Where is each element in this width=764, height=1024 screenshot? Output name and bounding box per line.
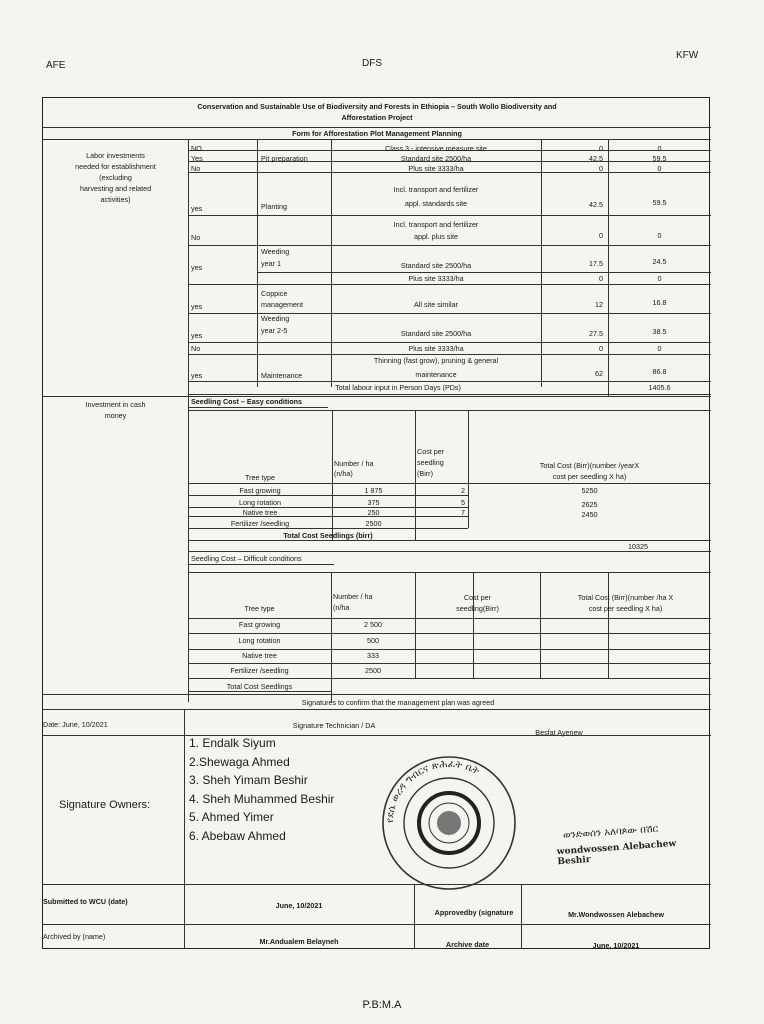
cash-category-label: Investment in cash money <box>85 400 146 420</box>
owner-2: 2.Shewaga Ahmed <box>189 755 290 769</box>
footer-label: P.B:M.A <box>362 999 402 1011</box>
signature-latin: wondwossen Alebachew Beshir <box>556 838 677 868</box>
easy-total-value: 10325 <box>628 542 648 551</box>
technician-label: Signature Technician / DA <box>292 721 376 730</box>
difficult-header-number: Number / ha (n/ha <box>333 592 373 612</box>
title-line1: Conservation and Sustainable Use of Biodiversity and Forests in Ethiopia – South Wollo Biodiversity and <box>197 102 557 111</box>
owner-3: 3. Sheh Yimam Beshir <box>189 773 308 787</box>
submitted-label: Submitted to WCU (date) <box>43 897 128 906</box>
owner-1: 1. Endalk Siyum <box>189 736 276 750</box>
owners-label: Signature Owners: <box>59 799 151 811</box>
archived-label: Archived by (name) <box>43 932 106 941</box>
owner-4: 4. Sheh Muhammed Beshir <box>189 792 335 806</box>
owner-5: 5. Ahmed Yimer <box>189 810 274 824</box>
title-line2: Afforestation Project <box>341 113 413 122</box>
approved-label: Approvedby (signature <box>434 908 514 917</box>
easy-header-tree-type: Tree type <box>244 473 276 482</box>
svg-text:የደሴ ወረዳ ግብርና ጽሕፈት ቤት: የደሴ ወረዳ ግብርና ጽሕፈት ቤት <box>384 758 482 824</box>
approved-name: Mr.Wondwossen Alebachew <box>568 910 664 919</box>
difficult-header-tree-type: Tree type <box>244 604 275 613</box>
easy-header-number: Number / ha (n/ha) <box>334 459 374 478</box>
date-label: Date: June, 10/2021 <box>43 720 108 729</box>
difficult-total-label: Total Cost Seedlings <box>226 682 293 691</box>
difficult-conditions-title: Seedling Cost – Difficult conditions <box>191 554 302 563</box>
official-stamp-icon <box>374 753 524 893</box>
form-title: Form for Afforestation Plot Management Planning <box>292 129 462 138</box>
signature-amharic: ወንድወሰን አለባጶው በሽር <box>562 823 659 842</box>
header-left: AFE <box>46 60 66 71</box>
labor-total-label: Total labour input in Person Days (PDs) <box>335 383 461 392</box>
header-right: KFW <box>676 50 699 61</box>
signatures-confirm: Signatures to confirm that the management plan was agreed <box>301 698 495 707</box>
submitted-date: June, 10/2021 <box>275 901 323 910</box>
labor-category-label: Labor investments needed for establishment (excluding harvesting and related activities) <box>75 151 156 204</box>
difficult-header-total: Total Cost (Birr)(number /ha X cost per seedling X ha) <box>577 593 674 613</box>
technician-name: Besfat Ayenew <box>535 728 583 737</box>
easy-header-total: Total Cost (Birr)(number /yearX cost per seedling X ha) <box>539 461 640 481</box>
labor-total-value: 1405.6 <box>648 383 671 392</box>
difficult-header-cost: Cost per seedling(Birr) <box>456 593 499 613</box>
easy-total-label: Total Cost Seedlings (birr) <box>283 531 373 540</box>
easy-header-cost: Cost per seedling (Birr) <box>417 447 445 478</box>
owner-6: 6. Abebaw Ahmed <box>189 829 286 843</box>
archive-date-label: Archive date <box>445 940 490 949</box>
header-center: DFS <box>362 58 382 69</box>
easy-conditions-title: Seedling Cost – Easy conditions <box>191 397 303 406</box>
planning-form: Conservation and Sustainable Use of Biodiversity and Forests in Ethiopia – South Wollo Biodiversity and Afforestation Project Form for Afforestation Plot Management Planning Labor investments needed for establishment (excluding harvesting and related activities) NO Class 3 - intensive measure site 0 0 Yes Pit preparation Standard site 2500/ha 42.5 59.5 No Plus site 3333/ha 0 0 yes Planting Incl. transport and fertilizer appl. standards site 42.5 59.5 No Incl. transport and fertilizer appl. plus site 0 0 yes Weeding year 1 Standard site 2500/ha 17.5 24.5 Plus site 3333/ha 0 0 yes Coppice management All site similar 12 16.8 yes Weeding year 2-5 Standard site 2500/ha 27.5 38.5 No Plus site 3333/ha 0 0 yes Maintenance Thinning (fast grow), pruning & general maintenance 62 86.8 Total labour input in Person Days (PDs) 1405.6 Investment in cash money Seedling Cost – Easy conditions Tree type Number / ha (n/ha) Cost per seedling (Birr) Total Cost (Birr)(number /yearX cost per seedling X ha) Fast growing 1 875 2 5250 Long rotation 375 5 2625 Native tree 250 7 2450 Fertilizer /seedling 2500 Total Cost Seedlings (birr) 10325 Seedling Cost – Difficult conditions Tree type Number / ha (n/ha Cost per seedling(Birr) Total Cost (Birr)(number /ha X cost per seedling X ha) Fast growing 2 500 Long rotation 500 Native tree 333 Fertilizer /seedling 2500 Total Cost Seedlings Signatures to confirm that the management plan was agreed Date: June, 10/2021 Signature Technician / DA Besfat Ayenew Signature Owners: 1. Endalk Siyum 2.Shewaga Ahmed 3. Sheh Yimam Beshir 4. Sheh Muhammed Beshir 5. Ahmed Yimer 6. Abebaw Ahmed የደሴ ወረዳ ግብርና ጽሕፈት ቤት ወንድወሰን አለባጶው በሽር wondwossen Alebachew Beshir Submitted to WCU (date) June, 10/2021 Approvedby (signature Mr.Wondwossen Alebachew Archived by (name) Mr.Andualem Belayneh Archive date June, 10/2021 <box>42 97 710 949</box>
archived-name: Mr.Andualem Belayneh <box>259 937 339 946</box>
archive-date: June, 10/2021 <box>592 941 640 950</box>
